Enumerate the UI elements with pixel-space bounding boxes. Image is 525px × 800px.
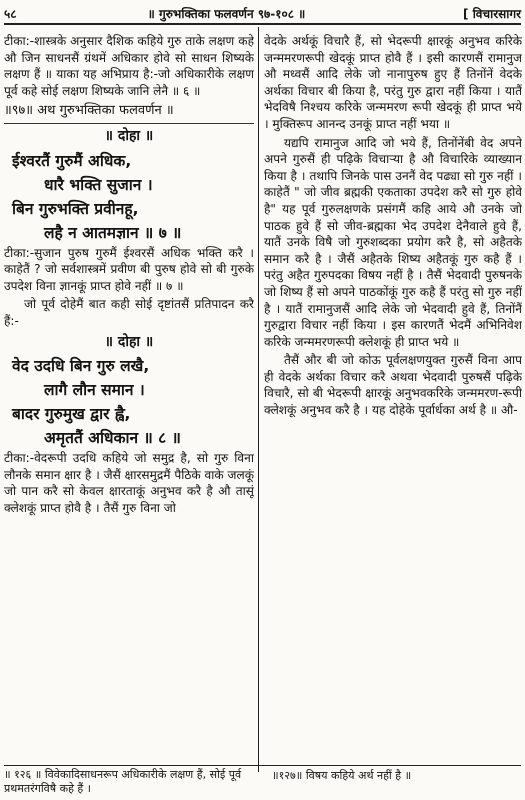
commentary-paragraph: टीका:-वेदरूपी उदधि कहिये जो समुद्र है, सो गुरु विना लौनके समान क्षार है । जैसैं क्षारसमुद्रमैं पैठिके वाके जलकूं जो पान करै सो केवल क्षारताकूं अनुभव करै है औ तासूं क्लेशकूं प्राप्त होवै है । तैसैं गुरु विना जो: [4, 451, 254, 515]
commentary-paragraph: टीका:-शास्त्रके अनुसार दैशिक कहिये गुरु ताके लक्षण कहे औ जिन साधनसैं ग्रंथमें अधिकार होवे सो साधन शिष्यके लक्षण हैं ॥ याका यह अभिप्राय है:-जो अधिकारीके लक्षण पूर्व कहे सोई लक्षण शिष्यके जानि लेनै ॥ ६ ॥: [4, 34, 254, 98]
commentary-paragraph: वेदके अर्थकूं विचारै हैं, सो भेदरूपी क्षारकूं अनुभव करिके जन्ममरणरूपी खेदकूं प्राप्त होवै हैं । इसी कारणसैं रामानुज औ मध्वसैं आदि लेके जो नानापुरुष हुए हैं तिनोंनें वेदके अर्थका विचार बी किया है, परंतु गुरु द्वारा नहीं किया । यातैं भेदविषै निश्चय करिके जन्ममरण रूपी खेदकूं ही प्राप्त भये । मुक्तिरूप आनन्द उनकूं प्राप्त नहीं भया ॥: [264, 34, 522, 131]
section-heading: ॥९७॥ अथ गुरुभक्तिका फलवर्णन ॥: [4, 103, 254, 124]
verse-line: लहै न आतमज्ञान ॥ ७ ॥: [44, 223, 182, 242]
verse-line: बिन गुरुभक्ति प्रवीनहू,: [12, 199, 139, 218]
commentary-paragraph: तैसैं और बी जो कोऊ पूर्वलक्षणयुक्त गुरुसैं विना आप ही वेदके अर्थका विचार करै अथवा भेदवादी पुरुषसैं पढ़िके विचारै, सो बी भेदरूपी क्षारकूं अनुभवकरिके जन्ममरण-रूपी क्लेशकूं अनुभव करै है । यह दोहेके पूर्वार्धका अर्थ है ॥ औ-: [264, 353, 522, 418]
commentary-paragraph: यद्यपि रामानुज आदि जो भये हैं, तिनोंनेंबी वेद अपने अपने गुरुसैं ही पढ़िके विचाऱ्या है औ विचारिके व्याख्यान किया है । तथापि जिनके पास उननैं वेद पढ्या सो गुरु नहीं । काहेतैं " जो जीव ब्रह्मकी एकताका उपदेश करै सो गुरु होवे है" यह पूर्व गुरुलक्षणके प्रसंगमैं कहि आये औ उनके जो पाठक हुवे हैं सो जीव-ब्रह्मका भेद उपदेश देनैवाले हुवे हैं, यातैं उनके विषै जो गुरुशब्दका प्रयोग करै है, सो अहैतके समान करै है । जैसैं अहैतके शिष्य अहैतकूं गुरु कहै हैं । परंतु अहैत गुरुपदका विषय नहीं है । तैसैं भेदवादी पुरुषनके जो शिष्य हैं सो अपने पाठकोंकूं गुरु कहै हैं परंतु सो गुरु नहीं है । यातैं रामानुजसैं आदि लेके जो भेदवादी हुवे हैं, तिनोंनैं गुरुद्वारा विचार नहीं किया । इस कारणतैं भेदमैं अभिनिवेश करिके जन्ममरणरूपी क्लेशकूं ही प्राप्त भये ॥: [264, 135, 522, 349]
right-column: [264, 33, 522, 770]
commentary-paragraph: टीका:-सुजान पुरुष गुरुमैं ईश्वरसैं अधिक भक्ति करै । काहेतैं ? जो सर्वशास्त्रमें प्रवीण बी पुरुष होवे सो बी गुरुके उपदेश विना ज्ञानकूं प्राप्त होवे नहीं ॥ ७ ॥: [4, 245, 254, 293]
commentary-paragraph: जो पूर्व दोहेमैं बात कही सोई दृष्टांतसैं प्रतिपादन करै हैं:-: [4, 297, 254, 328]
verse-line: लागै लौन समान ।: [44, 381, 145, 400]
page-header: [4, 3, 521, 25]
running-title: ॥ गुरुभक्तिका फलवर्णन ९७-१०८ ॥: [147, 6, 306, 21]
verse-block: [4, 149, 254, 245]
page-number: ५८: [4, 6, 17, 21]
footnotes: [4, 765, 521, 796]
verse-line: ईश्वरतैं गुरुमैं अधिक,: [12, 151, 132, 170]
doha-heading: ॥ दोहा ॥: [104, 127, 154, 144]
verse-block: [4, 354, 254, 450]
footnote-left: ॥ १२६ ॥ विवेकादिसाधनरूप अधिकारीके लक्षण हैं, सोई पूर्व प्रथमतरंगविषै कहे हैं ।: [4, 768, 242, 795]
verse-line: धारै भक्ति सुजान ।: [44, 175, 153, 194]
verse-line: वेद उदधि बिन गुरु लखै,: [12, 357, 150, 376]
verse-line: बादर गुरुमुख द्वार ह्वै,: [12, 405, 131, 424]
footnote-right: ॥१२७॥ विषय कहिये अर्थ नहीं है ॥: [272, 769, 412, 782]
book-title: [ विचारसागर: [463, 6, 521, 21]
left-column: [4, 33, 254, 770]
column-divider: [258, 27, 259, 772]
doha-heading: ॥ दोहा ॥: [104, 333, 154, 350]
verse-line: अमृततैं अधिकान ॥ ८ ॥: [44, 429, 181, 448]
